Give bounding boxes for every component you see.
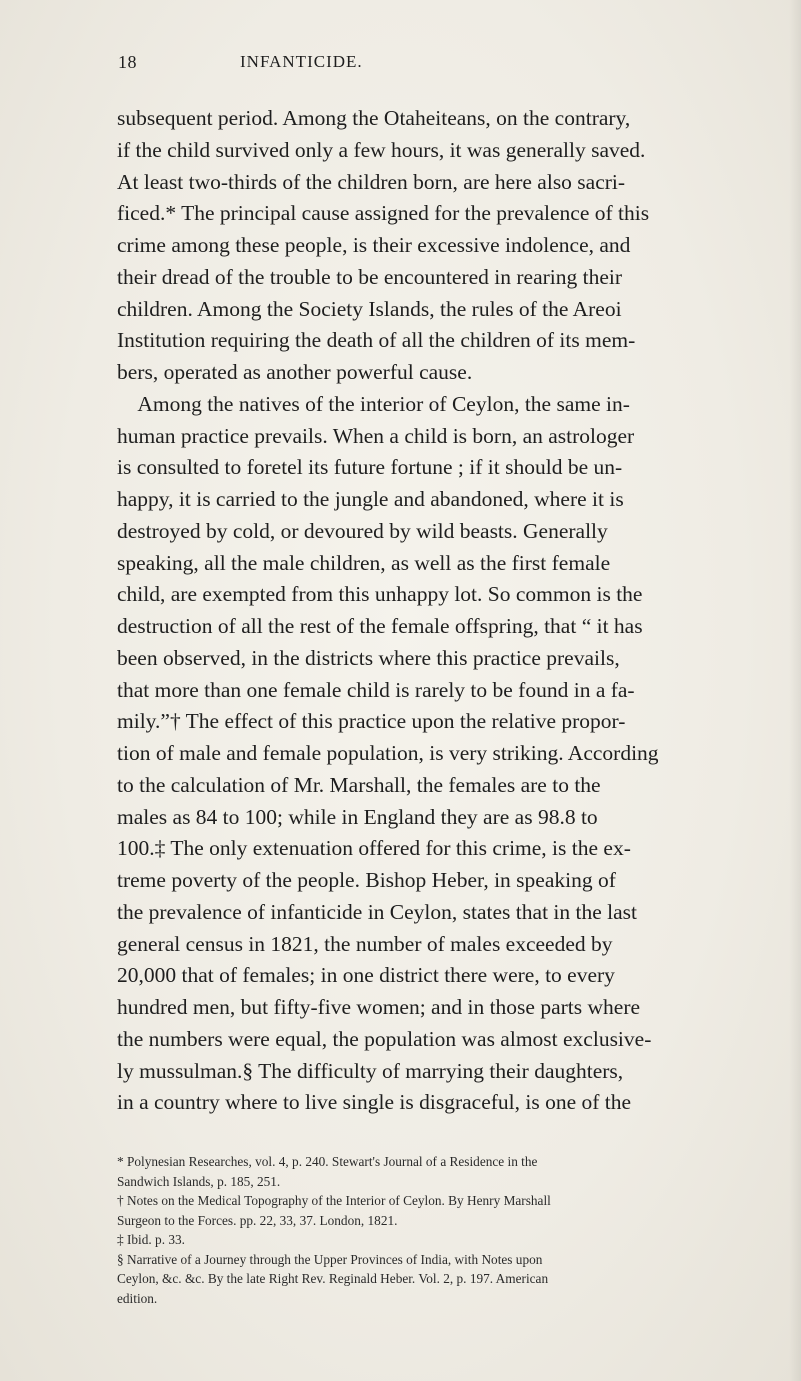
footnotes (117, 1152, 793, 1308)
footnote-line: * Polynesian Researches, vol. 4, p. 240. Stewart's Journal of a Residence in the (117, 1154, 538, 1169)
body-text (117, 103, 793, 1119)
text-line: speaking, all the male children, as well as the first female (117, 550, 611, 575)
page-edge-shadow (789, 0, 801, 1381)
text-line: Institution requiring the death of all the children of its mem- (117, 328, 636, 353)
text-line: human practice prevails. When a child is born, an astrologer (117, 423, 635, 448)
text-line: that more than one female child is rarely to be found in a fa- (117, 677, 635, 702)
text-line: 100.‡ The only extenuation offered for this crime, is the ex- (117, 836, 631, 861)
text-line: happy, it is carried to the jungle and abandoned, where it is (117, 487, 624, 511)
text-line: tion of male and female population, is very striking. According (117, 741, 659, 765)
text-line: if the child survived only a few hours, it was generally saved. (117, 137, 646, 162)
text-line: destroyed by cold, or devoured by wild beasts. Generally (117, 518, 608, 543)
footnote-line: edition. (117, 1290, 158, 1306)
text-line: ly mussulman.§ The difficulty of marrying their daughters, (117, 1058, 624, 1083)
footnote-line: Sandwich Islands, p. 185, 251. (117, 1173, 281, 1189)
text-line: ficed.* The principal cause assigned for the prevalence of this (117, 201, 650, 226)
running-title: INFANTICIDE. (240, 52, 363, 71)
footnote-line: Surgeon to the Forces. pp. 22, 33, 37. London, 1821. (117, 1212, 398, 1228)
text-line: general census in 1821, the number of males exceeded by (117, 931, 613, 956)
text-line: bers, operated as another powerful cause. (117, 360, 473, 384)
text-line: 20,000 that of females; in one district there were, to every (117, 963, 615, 988)
page-number: 18 (118, 52, 137, 72)
text-line: hundred men, but fifty-five women; and in those parts where (117, 995, 641, 1019)
footnote-line: ‡ Ibid. p. 33. (117, 1232, 185, 1247)
text-line: their dread of the trouble to be encountered in rearing their (117, 264, 623, 289)
text-line: in a country where to live single is disgraceful, is one of the (117, 1090, 632, 1115)
text-line: mily.”† The effect of this practice upon the relative propor- (117, 709, 626, 734)
text-line: been observed, in the districts where this practice prevails, (117, 645, 620, 670)
text-line: to the calculation of Mr. Marshall, the females are to the (117, 772, 601, 797)
text-line: destruction of all the rest of the female offspring, that “ it has (117, 614, 643, 638)
text-line: subsequent period. Among the Otaheiteans, on the contrary, (117, 106, 631, 130)
footnote-line: † Notes on the Medical Topography of the Interior of Ceylon. By Henry Marshall (117, 1193, 551, 1208)
text-line: males as 84 to 100; while in England they are as 98.8 to (117, 804, 598, 829)
text-line: Among the natives of the interior of Ceylon, the same in- (117, 391, 630, 416)
text-line: children. Among the Society Islands, the rules of the Areoi (117, 296, 622, 321)
text-line: the numbers were equal, the population was almost exclusive- (117, 1026, 652, 1051)
footnote-line: Ceylon, &c. &c. By the late Right Rev. Reginald Heber. Vol. 2, p. 197. American (117, 1271, 549, 1286)
text-line: the prevalence of infanticide in Ceylon, states that in the last (117, 899, 638, 924)
text-line: is consulted to foretel its future fortune ; if it should be un- (117, 455, 623, 480)
text-line: crime among these people, is their excessive indolence, and (117, 233, 631, 257)
running-head (118, 52, 718, 80)
footnote-line: § Narrative of a Journey through the Upper Provinces of India, with Notes upon (117, 1251, 543, 1267)
text-line: At least two-thirds of the children born, are here also sacri- (117, 169, 626, 194)
text-line: treme poverty of the people. Bishop Heber, in speaking of (117, 868, 616, 892)
text-line: child, are exempted from this unhappy lot. So common is the (117, 582, 643, 607)
